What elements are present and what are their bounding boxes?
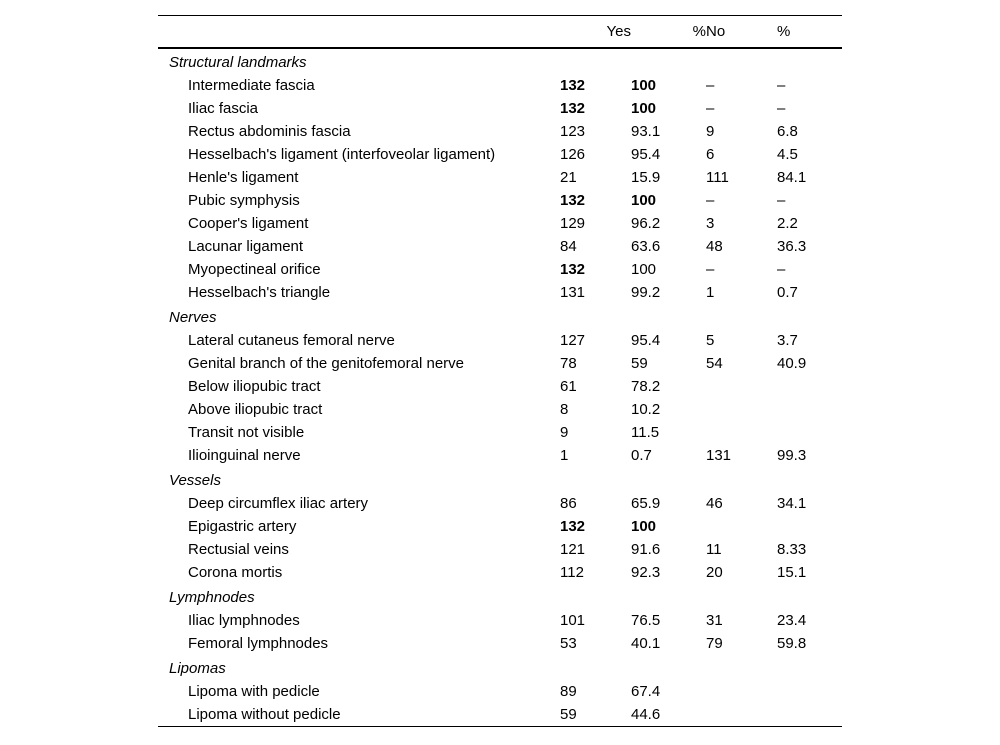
cell-yes-percent: 65.9 xyxy=(631,495,661,512)
cell-no: 131 xyxy=(706,447,732,464)
cell-no-percent: 36.3 xyxy=(777,238,807,255)
cell-no-percent: 15.1 xyxy=(777,564,807,581)
cell-yes-percent: 78.2 xyxy=(631,378,661,395)
section-row xyxy=(158,584,842,609)
cell-no: 31 xyxy=(706,612,723,629)
header-yes-percent: % xyxy=(692,23,706,40)
cell-no-percent xyxy=(777,375,842,398)
row-label: Corona mortis xyxy=(188,564,283,581)
cell-no-percent: 2.2 xyxy=(777,215,798,232)
row-label: Rectus abdominis fascia xyxy=(188,123,351,140)
cell-no-percent: 6.8 xyxy=(777,123,798,140)
cell-yes: 123 xyxy=(560,123,586,140)
cell-no: – xyxy=(706,261,715,278)
cell-no-percent: 3.7 xyxy=(777,332,798,349)
section-row xyxy=(158,467,842,492)
cell-no: – xyxy=(706,100,715,117)
cell-no: 79 xyxy=(706,635,723,652)
table-row xyxy=(158,281,842,304)
table-row xyxy=(158,538,842,561)
cell-no-percent: 4.5 xyxy=(777,146,798,163)
row-label: Pubic symphysis xyxy=(188,192,300,209)
header-label-column xyxy=(158,16,560,49)
section-row xyxy=(158,655,842,680)
cell-yes: 59 xyxy=(560,706,577,723)
cell-yes-percent: 93.1 xyxy=(631,123,661,140)
cell-no xyxy=(706,703,777,727)
cell-no: 54 xyxy=(706,355,723,372)
table-row xyxy=(158,632,842,655)
cell-yes: 86 xyxy=(560,495,577,512)
cell-no-percent: 99.3 xyxy=(777,447,807,464)
cell-yes: 132 xyxy=(560,77,586,94)
row-label: Femoral lymphnodes xyxy=(188,635,329,652)
section-row xyxy=(158,304,842,329)
cell-yes-percent: 99.2 xyxy=(631,284,661,301)
table-row xyxy=(158,492,842,515)
row-label: Lipoma with pedicle xyxy=(188,683,320,700)
cell-no-percent: 8.33 xyxy=(777,541,807,558)
cell-yes: 127 xyxy=(560,332,586,349)
cell-yes: 1 xyxy=(560,447,569,464)
cell-no-percent xyxy=(777,703,842,727)
cell-no: – xyxy=(706,77,715,94)
table-row xyxy=(158,703,842,727)
cell-yes-percent: 44.6 xyxy=(631,706,661,723)
table-row xyxy=(158,189,842,212)
section-title: Lymphnodes xyxy=(169,589,255,606)
row-label: Genital branch of the genitofemoral nerve xyxy=(188,355,464,372)
header-no-percent: % xyxy=(777,23,791,40)
cell-no-percent xyxy=(777,680,842,703)
cell-yes-percent: 96.2 xyxy=(631,215,661,232)
table-body xyxy=(158,48,842,727)
cell-no: 6 xyxy=(706,146,715,163)
data-table xyxy=(158,15,842,727)
cell-no-percent xyxy=(777,421,842,444)
table-row xyxy=(158,74,842,97)
cell-no-percent xyxy=(777,398,842,421)
table-row xyxy=(158,515,842,538)
row-label: Lacunar ligament xyxy=(188,238,304,255)
cell-no xyxy=(706,375,777,398)
section-title: Vessels xyxy=(169,472,221,489)
cell-yes: 112 xyxy=(560,564,584,581)
table-row xyxy=(158,375,842,398)
row-label: Lipoma without pedicle xyxy=(188,706,341,723)
table-row xyxy=(158,166,842,189)
row-label: Epigastric artery xyxy=(188,518,297,535)
cell-no-percent: – xyxy=(777,261,786,278)
cell-yes-percent: 15.9 xyxy=(631,169,661,186)
cell-yes: 131 xyxy=(560,284,586,301)
row-label: Below iliopubic tract xyxy=(188,378,321,395)
row-label: Rectusial veins xyxy=(188,541,289,558)
cell-no-percent: 0.7 xyxy=(777,284,798,301)
row-label: Ilioinguinal nerve xyxy=(188,447,301,464)
cell-yes: 129 xyxy=(560,215,586,232)
cell-no: 3 xyxy=(706,215,715,232)
cell-no-percent xyxy=(777,515,842,538)
table-row xyxy=(158,212,842,235)
row-label: Deep circumflex iliac artery xyxy=(188,495,369,512)
cell-no xyxy=(706,515,777,538)
cell-yes: 121 xyxy=(560,541,586,558)
table-row xyxy=(158,143,842,166)
section-title: Structural landmarks xyxy=(169,54,307,71)
cell-yes: 126 xyxy=(560,146,586,163)
cell-no xyxy=(706,421,777,444)
cell-no-percent: – xyxy=(777,77,786,94)
cell-no-percent: 23.4 xyxy=(777,612,807,629)
row-label: Iliac lymphnodes xyxy=(188,612,300,629)
cell-yes-percent: 76.5 xyxy=(631,612,661,629)
cell-yes-percent: 95.4 xyxy=(631,332,661,349)
cell-no-percent: 34.1 xyxy=(777,495,807,512)
cell-no: 9 xyxy=(706,123,715,140)
cell-no xyxy=(706,398,777,421)
cell-yes: 21 xyxy=(560,169,577,186)
table-row xyxy=(158,398,842,421)
cell-yes: 61 xyxy=(560,378,577,395)
cell-yes-percent: 100 xyxy=(631,192,657,209)
cell-no: – xyxy=(706,192,715,209)
section-title: Nerves xyxy=(169,309,217,326)
cell-no-percent: – xyxy=(777,100,786,117)
cell-no: 11 xyxy=(706,541,722,558)
cell-no-percent: 59.8 xyxy=(777,635,807,652)
table-row xyxy=(158,235,842,258)
cell-yes-percent: 67.4 xyxy=(631,683,661,700)
cell-yes-percent: 0.7 xyxy=(631,447,652,464)
cell-yes: 8 xyxy=(560,401,569,418)
cell-yes-percent: 11.5 xyxy=(631,424,660,441)
cell-yes-percent: 95.4 xyxy=(631,146,661,163)
table-row xyxy=(158,258,842,281)
cell-yes-percent: 92.3 xyxy=(631,564,661,581)
cell-yes-percent: 59 xyxy=(631,355,648,372)
table-row xyxy=(158,680,842,703)
cell-yes-percent: 91.6 xyxy=(631,541,661,558)
cell-yes: 89 xyxy=(560,683,577,700)
row-label: Henle's ligament xyxy=(188,169,299,186)
row-label: Iliac fascia xyxy=(188,100,259,117)
cell-yes: 9 xyxy=(560,424,569,441)
cell-no-percent: – xyxy=(777,192,786,209)
cell-no: 20 xyxy=(706,564,723,581)
row-label: Lateral cutaneus femoral nerve xyxy=(188,332,395,349)
cell-yes: 78 xyxy=(560,355,577,372)
cell-yes: 132 xyxy=(560,261,586,278)
cell-yes: 132 xyxy=(560,518,586,535)
cell-no xyxy=(706,680,777,703)
cell-yes: 101 xyxy=(560,612,586,629)
table-row xyxy=(158,561,842,584)
cell-yes-percent: 40.1 xyxy=(631,635,661,652)
cell-no: 1 xyxy=(706,284,715,301)
row-label: Hesselbach's triangle xyxy=(188,284,331,301)
cell-yes-percent: 100 xyxy=(631,261,657,278)
cell-no: 48 xyxy=(706,238,723,255)
cell-yes-percent: 100 xyxy=(631,518,657,535)
cell-yes-percent: 100 xyxy=(631,77,657,94)
cell-no: 111 xyxy=(706,169,729,186)
row-label: Myopectineal orifice xyxy=(188,261,321,278)
header-no: No xyxy=(706,23,726,40)
table-row xyxy=(158,120,842,143)
cell-yes: 132 xyxy=(560,100,586,117)
cell-yes-percent: 63.6 xyxy=(631,238,661,255)
cell-yes-percent: 10.2 xyxy=(631,401,661,418)
table-row xyxy=(158,444,842,467)
table-header xyxy=(158,16,842,49)
row-label: Hesselbach's ligament (interfoveolar ligament) xyxy=(188,146,496,163)
table-row xyxy=(158,97,842,120)
table-row xyxy=(158,609,842,632)
section-title: Lipomas xyxy=(169,660,226,677)
cell-no-percent: 40.9 xyxy=(777,355,807,372)
cell-no: 46 xyxy=(706,495,723,512)
cell-no: 5 xyxy=(706,332,715,349)
cell-yes: 84 xyxy=(560,238,577,255)
row-label: Intermediate fascia xyxy=(188,77,315,94)
row-label: Transit not visible xyxy=(188,424,305,441)
row-label: Cooper's ligament xyxy=(188,215,309,232)
row-label: Above iliopubic tract xyxy=(188,401,323,418)
cell-no-percent: 84.1 xyxy=(777,169,807,186)
section-row xyxy=(158,48,842,74)
table-row xyxy=(158,352,842,375)
header-yes: Yes xyxy=(606,23,631,40)
cell-yes-percent: 100 xyxy=(631,100,657,117)
cell-yes: 132 xyxy=(560,192,586,209)
table-row xyxy=(158,329,842,352)
table-row xyxy=(158,421,842,444)
header-row xyxy=(158,16,842,49)
cell-yes: 53 xyxy=(560,635,577,652)
